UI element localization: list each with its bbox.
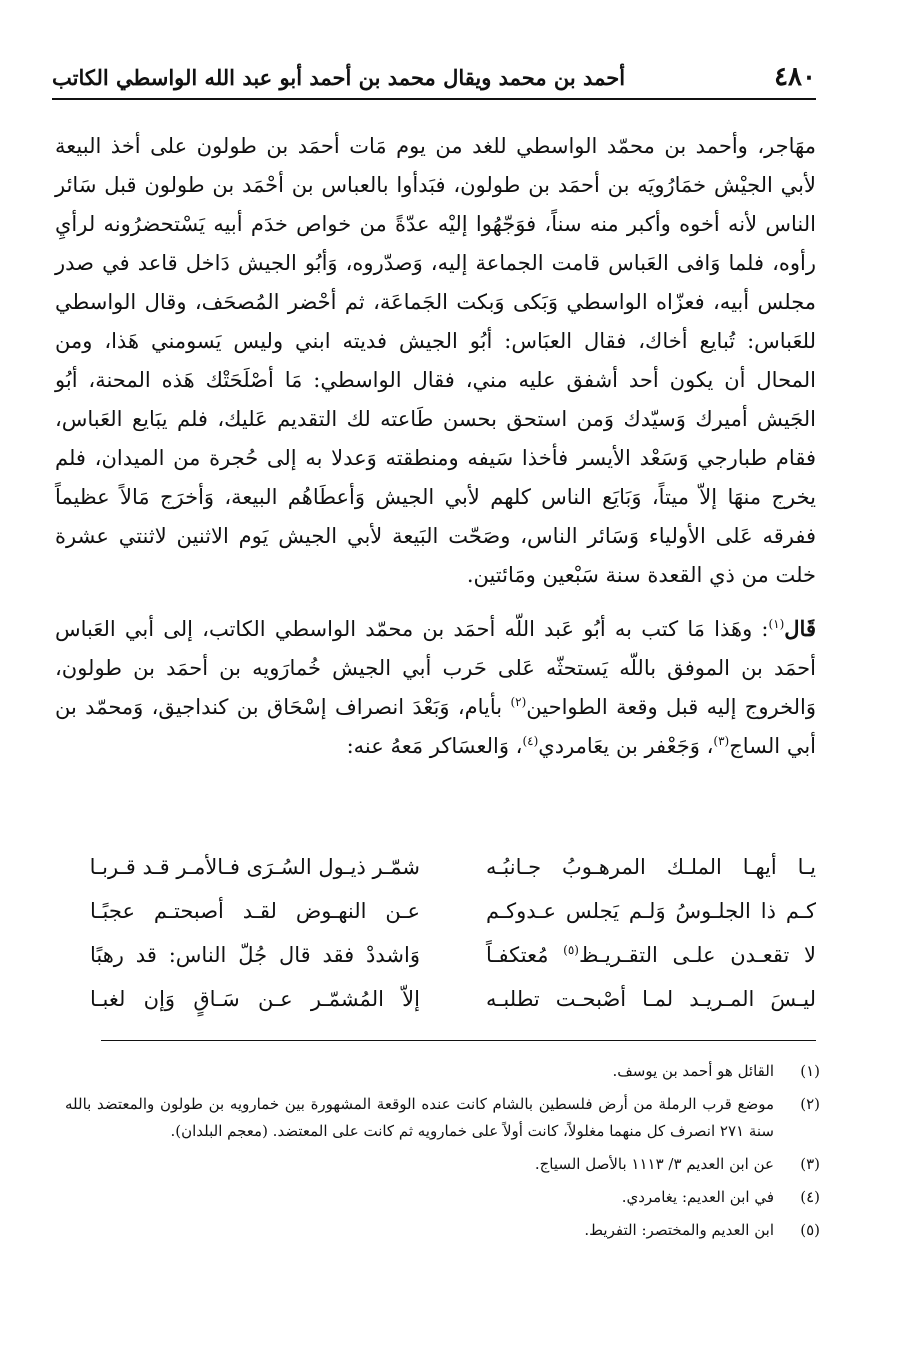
verse-3-text-start: لا تقعـدن علـى التقـريـظ [578,943,816,967]
footnote-text: ابن العديم والمختصر: التفريط. [584,1221,774,1239]
footnote-number: (٣) [800,1155,820,1173]
footnote [65,1184,820,1211]
verse-second-hemistich: إلاّ المُشمّـر عـن سَـاقٍ وَإن لغبـا [90,987,420,1011]
poem [90,845,816,1021]
poem-verse [90,845,816,889]
paragraph-1: مهَاجر، وأحمد بن محمّد الواسطي للغد من يوم مَات أحمَد بن طولون على أخذ البيعة لأبي الجيْش خمَارُويَه بن أحمَد بن طولون، فبَدأوا بالعباس بن أحْمَد بن طولون قبل سَائر الناس لأنه أخوه وأكبر منه سناً، فوَجّهُوا إليْه عدّةً من خواص خدَم أبيه يَسْتحضرُونه لرأيِ رأوه، فلما وَافى العَباس قامت الجماعة إليه، وَصدّروه، وَأبُو الجيش دَاخل قاعد في صدر مجلس أبيه، فعزّاه الواسطي وَبَكى وَبكت الجَماعَة، ثم أحْضر المُصحَف، وقال الواسطي للعَباس: تُبايع أخاك، فقال العبَاس: أبُو الجيش فديته ابني وليس يَسومني هَذا، ومن المحال أن يكون أحد أشفق عليه مني، فقال الواسطي: مَا أصْلَحَتْك هَذه المحنة، أبُو الجَيش أميرك وَسيّدك وَمن استحق بحسن طَاعته لك التقديم عَليك، فلم يبَايع العَباس، فقام طبارجي وَسَعْد الأيسر فأخذا سَيفه ومنطقته وَعدلا به إلى حُجرة من الميدان، فلم يخرج منهَا إلاّ ميتاً، وَبَايَع الناس كلهم لأبي الجيش وَأعطَاهُم البيعة، وَأخرَج مَالاً عظيماً ففرقه عَلى الأولياء وَسَائر الناس، وصَحّت البَيعة لأبي الجيش يَوم الاثنين لاثنتي عشرة خلت من ذي القعدة سنة سَبْعين ومَائتين. [55,134,817,587]
page-header [52,62,816,92]
footnote-number: (١) [800,1062,820,1080]
header-divider [52,98,816,100]
footnote [65,1091,820,1145]
footnote [65,1151,820,1178]
main-text [55,127,816,766]
paragraph-2-seg-2: بأيام، وَبَعْدَ انصراف إسْحَاق بن كنداجيق، وَمحمّد بن أبي الساج [55,695,816,758]
verse-3-text-end: مُعتكفـاً [486,943,564,967]
paragraph-2-seg-3: ، وَجَعْفر بن يعَامردي [538,734,714,758]
poem-verse [90,889,816,933]
poem-verse [90,933,816,977]
footnote-ref-4: (٤) [522,734,539,748]
footnote-divider [101,1040,816,1041]
running-title: أحمد بن محمد ويقال محمد بن أحمد أبو عبد الله الواسطي الكاتب [52,65,626,90]
footnote-ref-3: (٣) [713,734,730,748]
page-number: ٤٨٠ [774,62,816,92]
footnote-number: (٢) [800,1095,820,1113]
footnote-number: (٤) [800,1188,820,1206]
footnote-ref-5: (٥) [563,943,579,957]
footnote [65,1058,820,1085]
footnote-ref-2: (٢) [510,695,527,709]
verse-first-hemistich [486,933,816,977]
poem-verse [90,977,816,1021]
paragraph-2-seg-1: : وهَذا مَا كتب به أبُو عَبد اللّه أحمَد بن محمّد الواسطي الكاتب، إلى أبي العَباس أحمَد بن الموفق باللّه يَستحثّه عَلى حَرب أبي الجيش خُمارَويه بن أحمَد بن طولون، وَالخروج إليه قبل وقعة الطواحين [55,617,816,719]
verse-first-hemistich: كـم ذا الجلـوسُ وَلـم يَجلس عـدوكـم [486,899,816,923]
verse-second-hemistich: عـن النهـوض لقـد أصبحتـم عجبًـا [90,899,420,923]
footnote [65,1217,820,1244]
footnotes [65,1058,820,1250]
footnote-text: في ابن العديم: يغامردي. [621,1188,774,1206]
footnote-number: (٥) [800,1221,820,1239]
paragraph-2 [55,609,816,766]
footnote-text: القائل هو أحمد بن يوسف. [612,1062,774,1080]
verse-second-hemistich: شمّـر ذيـول السُـرَى فـالأمـر قـد قـربـا [89,855,420,879]
verse-first-hemistich: يـا أيهـا الملـك المرهـوبُ جـانبُـه [486,855,816,879]
qal-lead: قَال [784,616,816,641]
footnote-text: موضع قرب الرملة من أرض فلسطين بالشام كانت عنده الوقعة المشهورة بين خمارويه بن طولون والمعتضد بالله سنة ٢٧١ انصرف كل منهما مغلولاً، كانت أولاً على خمارويه ثم كانت على المعتضد. (معجم البلدان). [65,1095,774,1140]
paragraph-2-seg-4: ، وَالعسَاكر مَعهُ عنه: [346,734,523,758]
verse-first-hemistich: ليـسَ المـريـد لمـا أصْبحـت تطلبـه [486,987,816,1011]
verse-second-hemistich: وَاشددْ فقد قال جُلّ الناس: قد رهبًا [90,943,420,967]
footnote-ref-1: (١) [768,617,785,631]
footnote-text: عن ابن العديم ٣/ ١١١٣ بالأصل السياج. [534,1155,774,1173]
